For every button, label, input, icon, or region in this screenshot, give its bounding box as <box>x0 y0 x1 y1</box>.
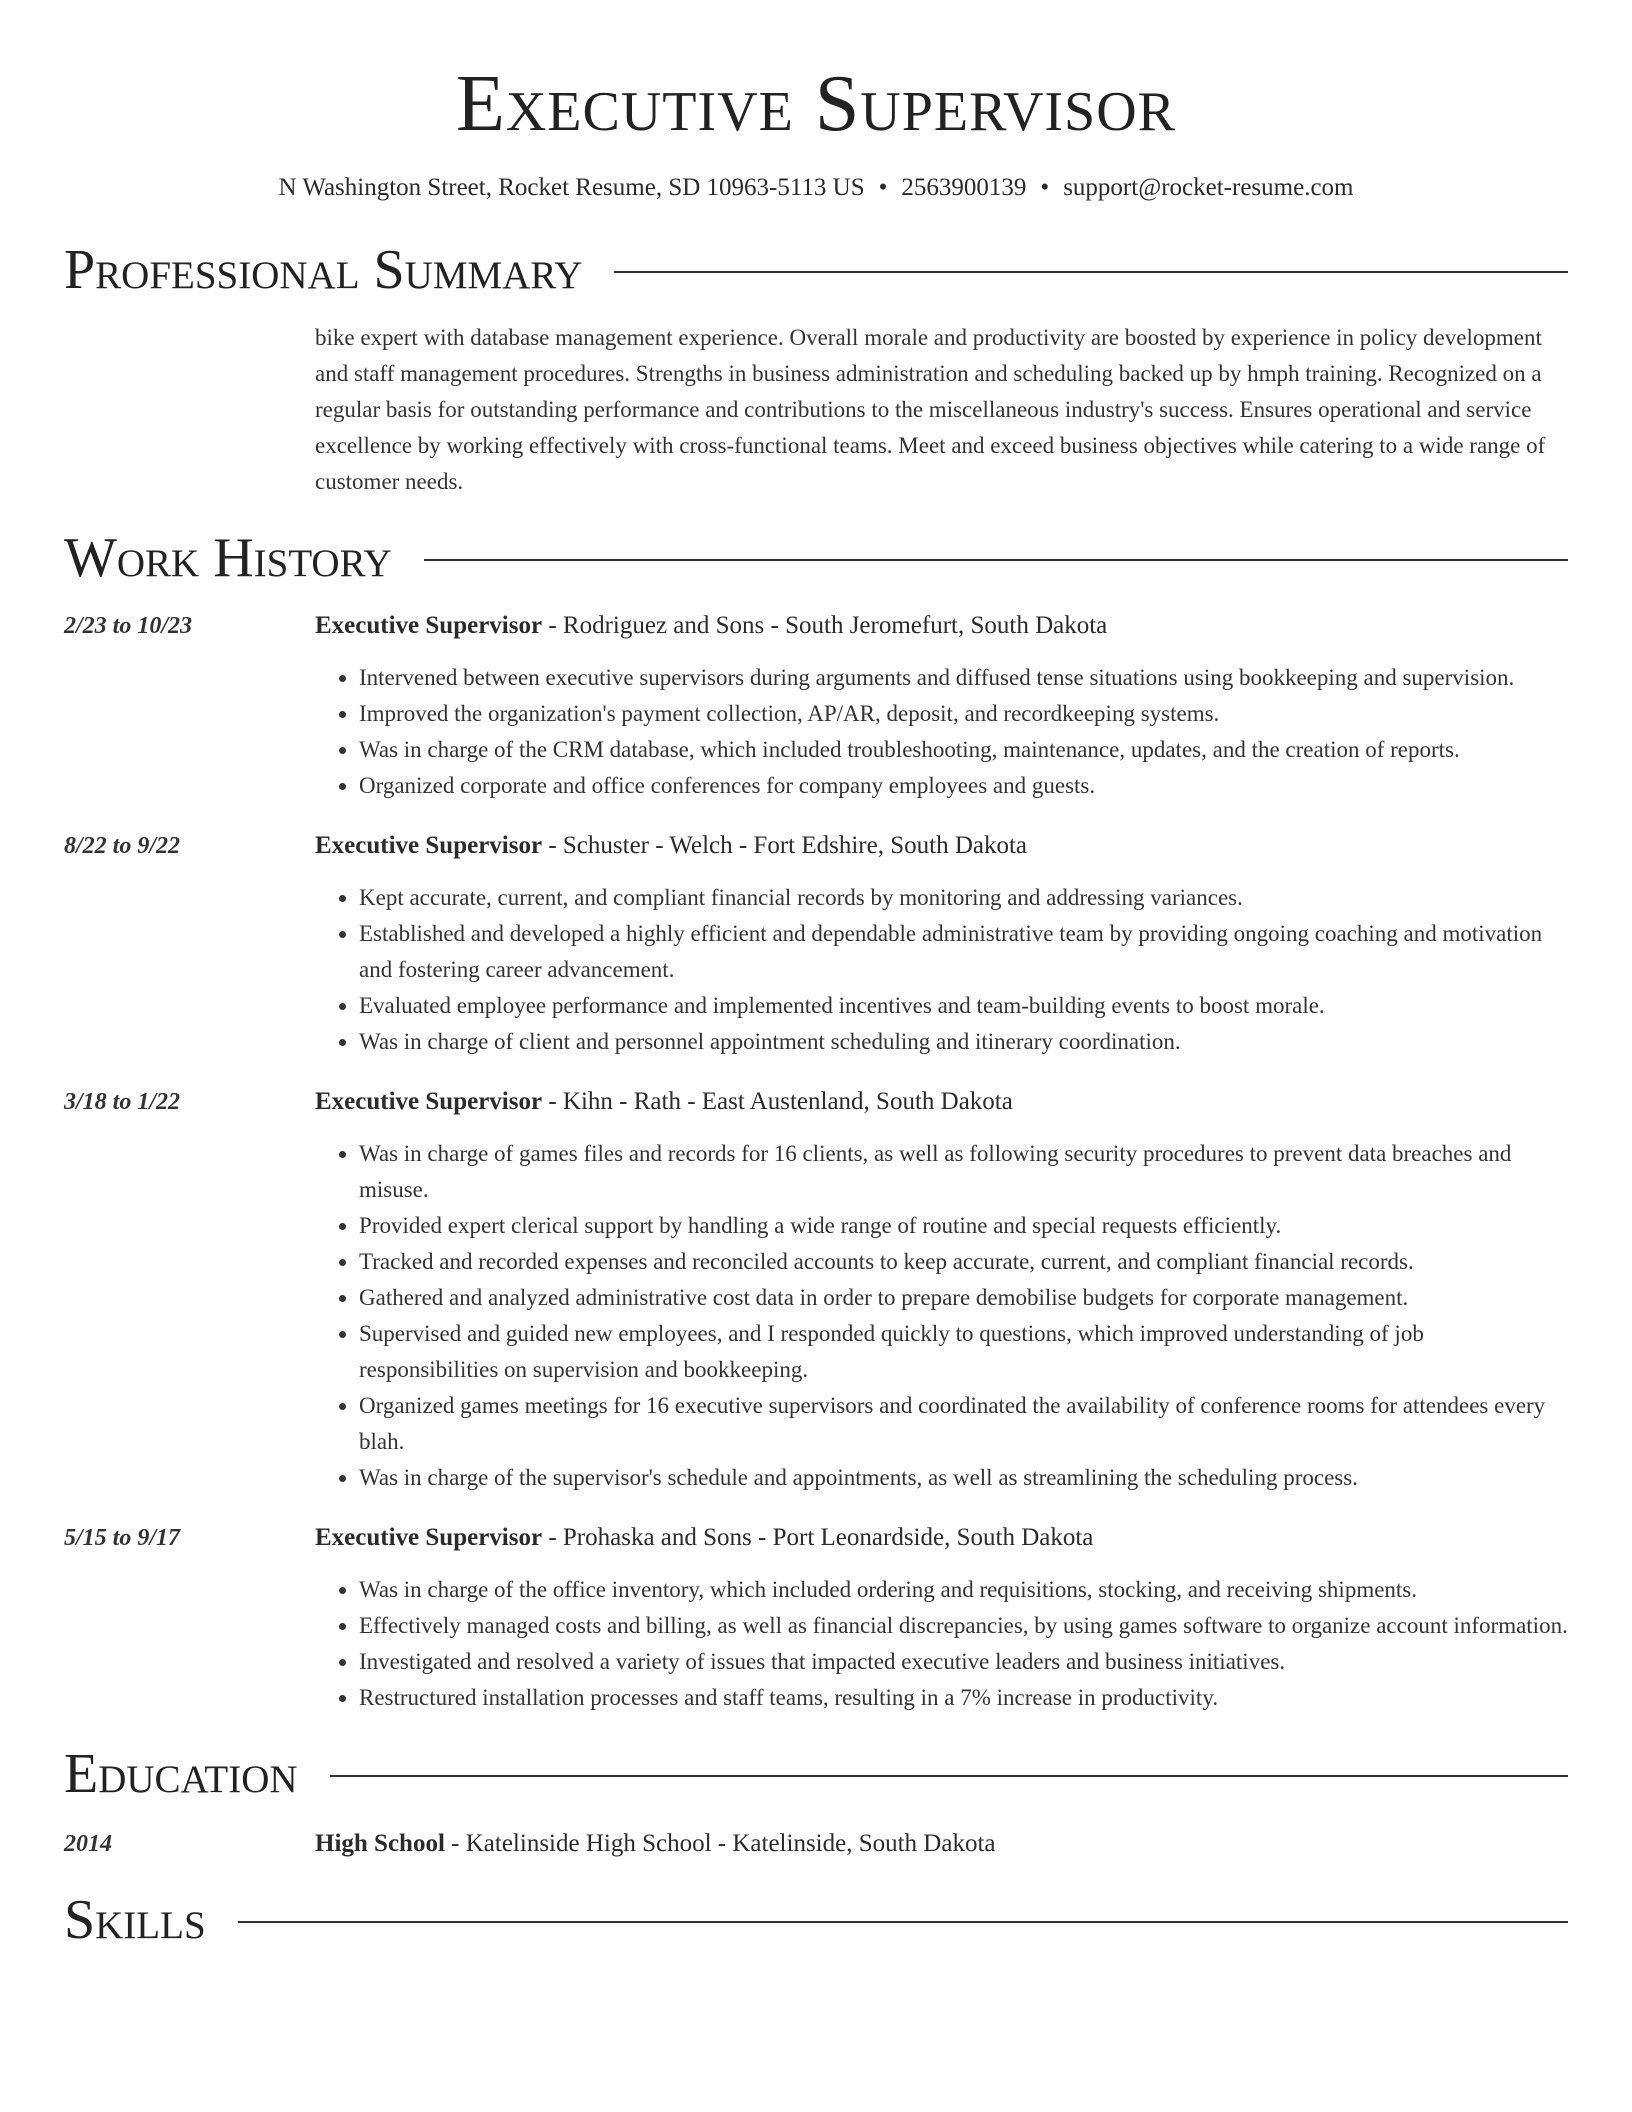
job-bullet: • Was in charge of games files and records for 16 clients, as well as following security procedures to prevent data breaches and misuse. <box>359 1136 1568 1208</box>
job-title: Executive Supervisor <box>315 832 543 859</box>
job-bullet: • Intervened between executive supervisors during arguments and diffused tense situations using bookkeeping and supervision. <box>359 660 1568 696</box>
education-degree: High School <box>315 1830 445 1857</box>
job-heading <box>315 1520 1568 1556</box>
job-heading <box>315 608 1568 644</box>
job-title: Executive Supervisor <box>315 1524 543 1551</box>
job-bullets <box>315 660 1568 804</box>
contact-email: support@rocket-resume.com <box>1063 174 1354 201</box>
job-bullet: • Established and developed a highly efficient and dependable administrative team by providing ongoing coaching and motivation and fostering career advancement. <box>359 916 1568 988</box>
job-entry <box>64 828 1568 1060</box>
job-employer: - Schuster - Welch - Fort Edshire, South Dakota <box>542 832 1028 859</box>
job-bullet: • Was in charge of the CRM database, which included troubleshooting, maintenance, updates, and the creation of reports. <box>359 732 1568 768</box>
job-bullet: • Was in charge of the supervisor's schedule and appointments, as well as streamlining the scheduling process. <box>359 1460 1568 1496</box>
contact-separator: • <box>1040 174 1050 201</box>
job-title: Executive Supervisor <box>315 1088 543 1115</box>
contact-line <box>64 174 1568 202</box>
job-list <box>64 608 1568 1716</box>
job-heading <box>315 828 1568 864</box>
work-section-title: Work History <box>64 527 392 589</box>
job-employer: - Prohaska and Sons - Port Leonardside, South Dakota <box>542 1524 1094 1551</box>
job-body <box>315 608 1568 804</box>
job-bullet: • Provided expert clerical support by handling a wide range of routine and special requests efficiently. <box>359 1208 1568 1244</box>
education-entry <box>64 1826 1568 1862</box>
job-bullet: • Improved the organization's payment collection, AP/AR, deposit, and recordkeeping systems. <box>359 696 1568 732</box>
job-bullet: • Restructured installation processes and staff teams, resulting in a 7% increase in productivity. <box>359 1680 1568 1716</box>
job-bullets <box>315 1572 1568 1716</box>
job-bullet: • Tracked and recorded expenses and reconciled accounts to keep accurate, current, and compliant financial records. <box>359 1244 1568 1280</box>
job-body <box>315 1520 1568 1716</box>
skills-section-header <box>64 1889 1568 1951</box>
job-bullets <box>315 1136 1568 1496</box>
job-title: Executive Supervisor <box>315 612 543 639</box>
skills-section-title: Skills <box>64 1889 206 1951</box>
job-employer: - Kihn - Rath - East Austenland, South Dakota <box>542 1088 1013 1115</box>
education-year: 2014 <box>64 1831 112 1857</box>
job-bullet: • Investigated and resolved a variety of issues that impacted executive leaders and business initiatives. <box>359 1644 1568 1680</box>
job-body <box>315 828 1568 1060</box>
job-body <box>315 1084 1568 1496</box>
job-bullet: • Kept accurate, current, and compliant financial records by monitoring and addressing variances. <box>359 880 1568 916</box>
education-school: - Katelinside High School - Katelinside, South Dakota <box>444 1830 996 1857</box>
candidate-name: Executive Supervisor <box>456 60 1176 148</box>
job-entry <box>64 608 1568 804</box>
section-divider <box>330 1775 1568 1777</box>
section-divider <box>238 1921 1568 1923</box>
job-bullet: • Was in charge of the office inventory, which included ordering and requisitions, stocking, and receiving shipments. <box>359 1572 1568 1608</box>
job-bullet: • Supervised and guided new employees, and I responded quickly to questions, which improved understanding of job responsibilities on supervision and bookkeeping. <box>359 1316 1568 1388</box>
job-heading <box>315 1084 1568 1120</box>
job-dates: 5/15 to 9/17 <box>64 1525 181 1551</box>
job-dates: 3/18 to 1/22 <box>64 1089 181 1115</box>
job-entry <box>64 1520 1568 1716</box>
education-section-header <box>64 1743 1568 1805</box>
job-dates: 2/23 to 10/23 <box>64 613 193 639</box>
job-entry <box>64 1084 1568 1496</box>
job-bullet: • Evaluated employee performance and implemented incentives and team-building events to boost morale. <box>359 988 1568 1024</box>
job-dates: 8/22 to 9/22 <box>64 833 181 859</box>
job-bullet: • Gathered and analyzed administrative cost data in order to prepare demobilise budgets for corporate management. <box>359 1280 1568 1316</box>
summary-text: bike expert with database management experience. Overall morale and productivity are boosted by experience in policy development and staff management procedures. Strengths in business administration and scheduling backed up by hmph training. Recognized on a regular basis for outstanding performance and contributions to the miscellaneous industry's success. Ensures operational and service excellence by working effectively with cross-functional teams. Meet and exceed business objectives while catering to a wide range of customer needs. <box>315 325 1546 494</box>
section-divider <box>614 271 1568 273</box>
education-section-title: Education <box>64 1743 298 1805</box>
job-bullet: • Organized corporate and office conferences for company employees and guests. <box>359 768 1568 804</box>
contact-separator: • <box>878 174 888 201</box>
work-section-header <box>64 527 1568 589</box>
education-heading <box>315 1826 996 1862</box>
contact-phone: 2563900139 <box>901 174 1027 201</box>
job-employer: - Rodriguez and Sons - South Jeromefurt, South Dakota <box>542 612 1108 639</box>
job-bullets <box>315 880 1568 1060</box>
contact-address: N Washington Street, Rocket Resume, SD 10963-5113 US <box>278 174 865 201</box>
job-bullet: • Effectively managed costs and billing, as well as financial discrepancies, by using games software to organize account information. <box>359 1608 1568 1644</box>
job-bullet: • Organized games meetings for 16 executive supervisors and coordinated the availability of conference rooms for attendees every blah. <box>359 1388 1568 1460</box>
summary-section-header <box>64 239 1568 301</box>
section-divider <box>424 559 1568 561</box>
job-bullet: • Was in charge of client and personnel appointment scheduling and itinerary coordination. <box>359 1024 1568 1060</box>
summary-section-title: Professional Summary <box>64 239 583 301</box>
